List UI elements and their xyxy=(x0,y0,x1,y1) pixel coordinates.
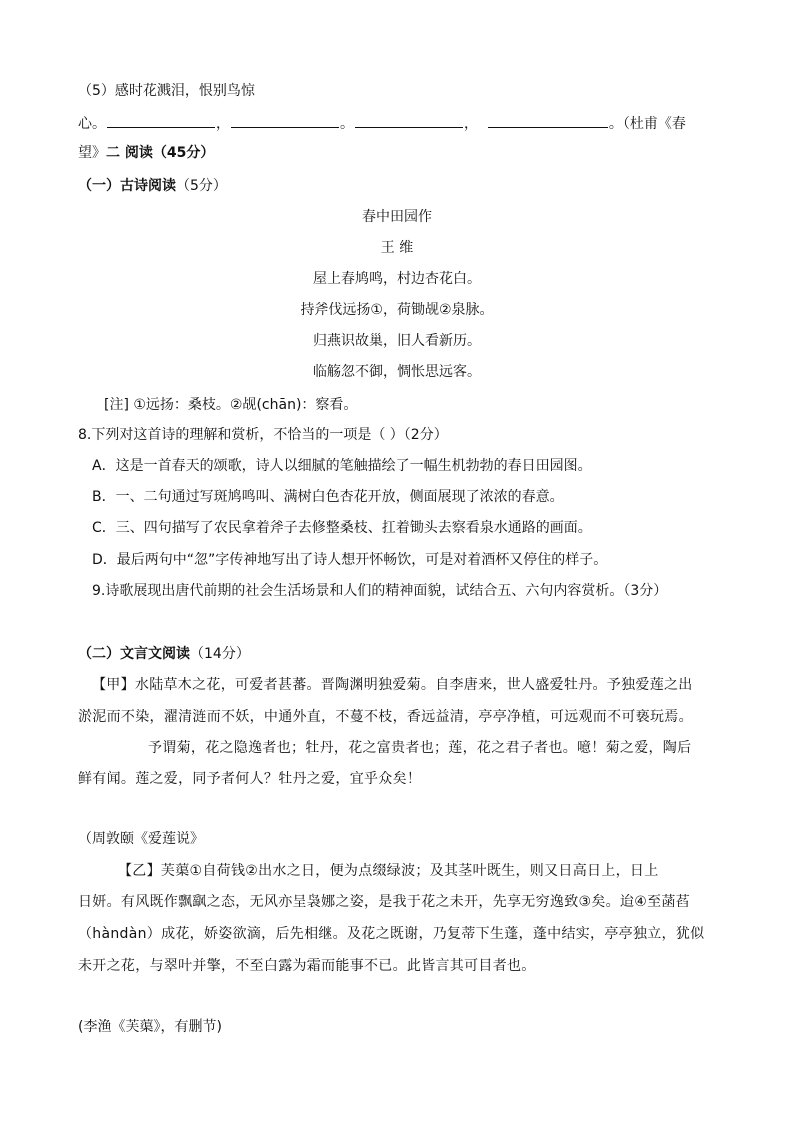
q8-stem: 8.下列对这首诗的理解和赏析，不恰当的一项是（ ）（2分） xyxy=(78,427,448,443)
poem-note: [注] ①远扬：桑枝。②觇(chān)：察看。 xyxy=(104,397,358,413)
poem-score: （5分） xyxy=(176,178,227,194)
q5-line2 xyxy=(78,113,686,134)
jia-line-4: 鲜有闻。莲之爱，同予者何人？牡丹之爱，宜乎众矣！ xyxy=(78,771,422,787)
jia-line-3: 予谓菊，花之隐逸者也；牡丹，花之富贵者也；莲，花之君子者也。噫！菊之爱，陶后 xyxy=(148,740,692,756)
poem-line-2: 持斧伐远扬①，荷锄觇②泉脉。 xyxy=(300,302,494,318)
q5-line2-prefix: 心。 xyxy=(78,116,106,132)
classical-section-heading xyxy=(78,644,250,664)
section2-heading: 二 阅读（45分） xyxy=(106,145,215,161)
yi-line-1: 【乙】芙蕖①自荷钱②出水之日，便为点缀绿波；及其茎叶既生，则又日高日上，日上 xyxy=(118,863,659,879)
q5-sep3: ， xyxy=(464,116,478,132)
answer-blank-1[interactable] xyxy=(107,113,215,128)
classical-heading: （二）文言文阅读 xyxy=(78,646,190,662)
answer-blank-4[interactable] xyxy=(488,113,608,128)
poem-title: 春中田园作 xyxy=(362,209,432,225)
q5-line3-prefix: 望》 xyxy=(78,145,106,161)
jia-line-2: 淤泥而不染，濯清涟而不妖，中通外直，不蔓不枝，香远益清，亭亭净植，可远观而不可亵玩焉。 xyxy=(78,709,693,725)
q8-option-b: B．一、二句通过写斑鸠鸣叫、满树白色杏花开放，侧面展现了浓浓的春意。 xyxy=(92,489,564,505)
yi-source: (李渔《芙蕖》，有删节) xyxy=(78,1019,222,1035)
q9-stem: 9.诗歌展现出唐代前期的社会生活场景和人们的精神面貌，试结合五、六句内容赏析。（3分） xyxy=(92,583,668,599)
jia-source: （周敦颐《爱莲说》 xyxy=(78,831,204,847)
poem-line-1: 屋上春鸠鸣，村边杏花白。 xyxy=(313,271,481,287)
poem-line-4: 临觞忽不御，惆怅思远客。 xyxy=(313,364,481,380)
answer-blank-2[interactable] xyxy=(231,113,339,128)
q5-sep1: ， xyxy=(216,116,230,132)
classical-score: （14分） xyxy=(190,646,250,662)
q5-sep2: 。 xyxy=(340,116,354,132)
q5-line2-suffix: 。（杜甫《春 xyxy=(608,116,686,132)
q8-option-a: A．这是一首春天的颂歌，诗人以细腻的笔触描绘了一幅生机勃勃的春日田园图。 xyxy=(92,458,592,474)
yi-line-4: 未开之花，与翠叶并擎，不至白露为霜而能事不已。此皆言其可目者也。 xyxy=(78,958,536,974)
section2-line xyxy=(78,143,214,163)
poem-heading: （一）古诗阅读 xyxy=(78,178,176,194)
q8-option-d: D．最后两句中“忽”字传神地写出了诗人想开怀畅饮，可是对着酒杯又停住的样子。 xyxy=(92,552,608,568)
q8-option-c: C．三、四句描写了农民拿着斧子去修整桑枝、扛着锄头去察看泉水通路的画面。 xyxy=(92,520,592,536)
poem-line-3: 归燕识故巢，旧人看新历。 xyxy=(313,333,481,349)
jia-line-1: 【甲】水陆草木之花，可爱者甚蕃。晋陶渊明独爱菊。自李唐来，世人盛爱牡丹。予独爱莲之出 xyxy=(92,677,693,693)
answer-blank-3[interactable] xyxy=(355,113,463,128)
poem-section-heading xyxy=(78,176,227,196)
yi-line-3: （hàndàn）成花，娇姿欲滴，后先相继。及花之既谢，乃复蒂下生蓬，蓬中结实，亭亭独立，犹似 xyxy=(78,926,705,942)
q5-line1: （5）感时花溅泪，恨别鸟惊 xyxy=(78,83,255,99)
yi-line-2: 日妍。有风既作飘飖之态，无风亦呈袅娜之姿，是我于花之未开，先享无穷逸致③矣。迨④至菡萏 xyxy=(78,894,690,910)
poem-author: 王 维 xyxy=(380,240,414,256)
